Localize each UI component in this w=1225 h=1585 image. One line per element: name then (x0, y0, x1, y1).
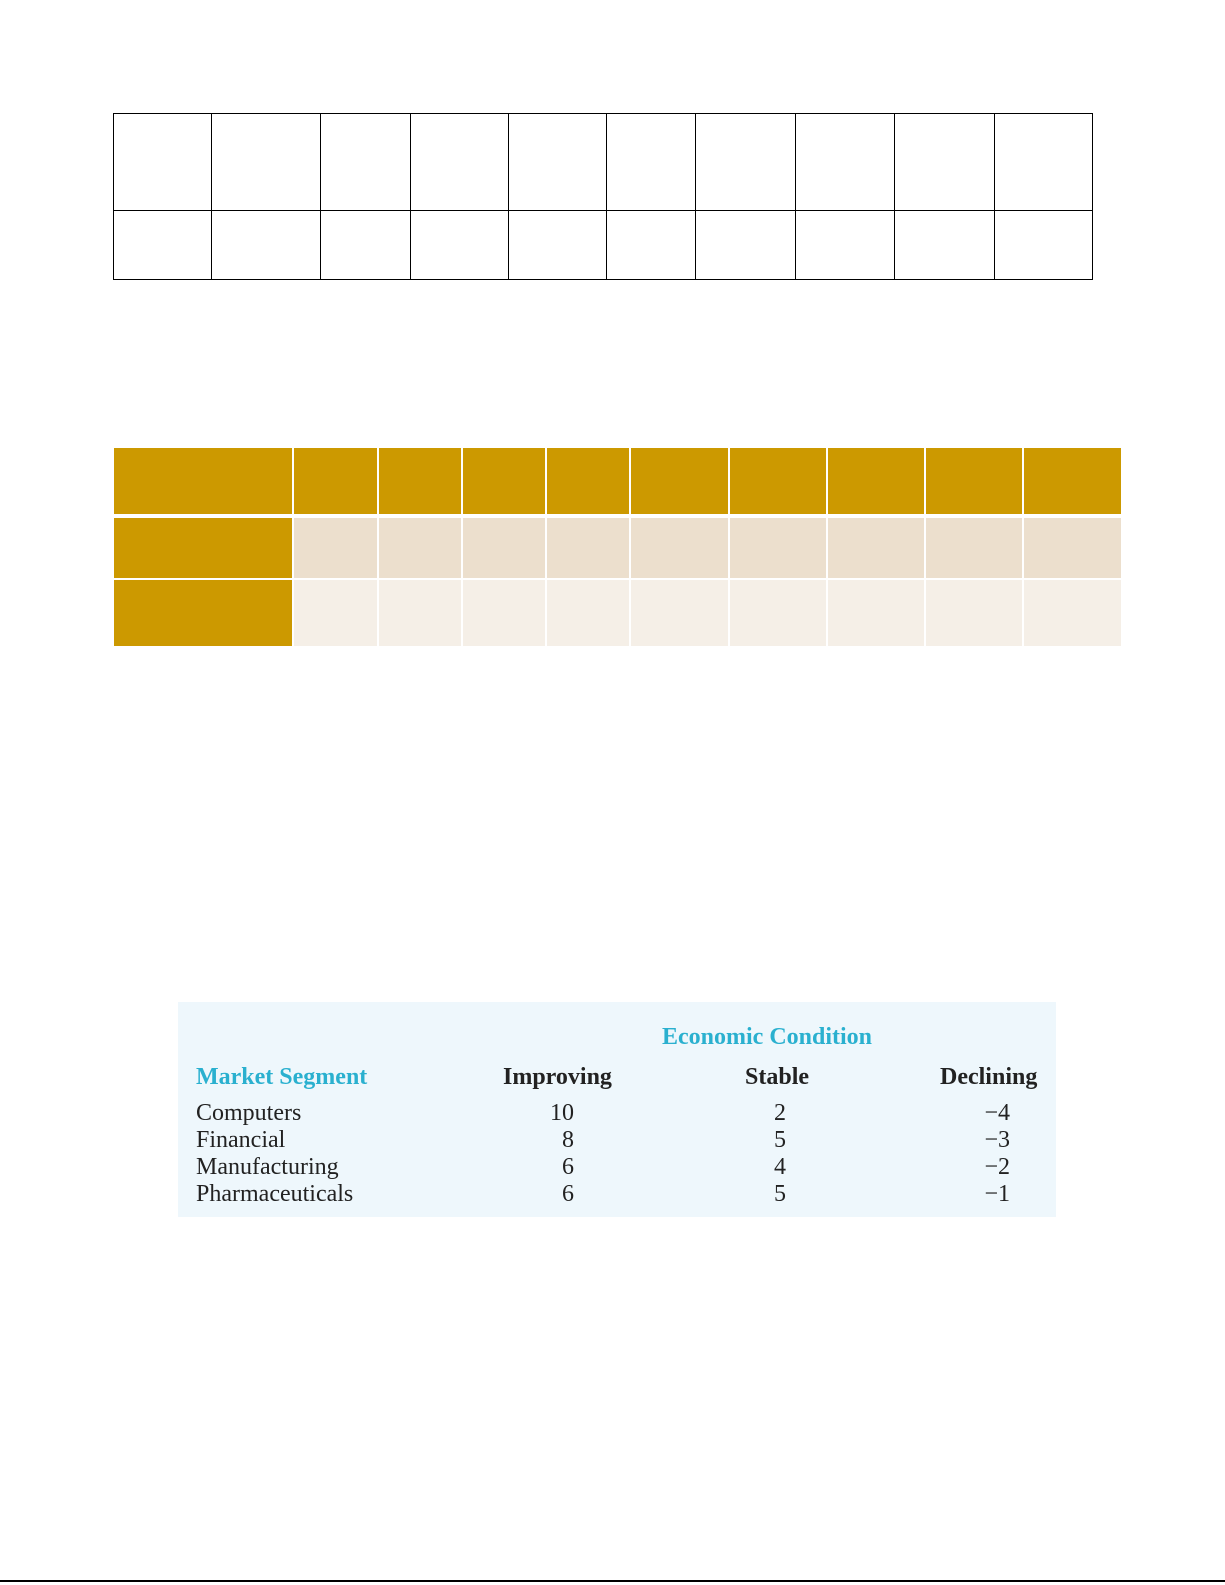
shaded-cell (546, 579, 630, 646)
grid-cell (607, 114, 696, 211)
row-label-financial: Financial (196, 1127, 286, 1153)
table-cell: −4 (984, 1100, 1010, 1126)
shaded-cell (827, 516, 925, 579)
row-label-manufacturing: Manufacturing (196, 1154, 339, 1180)
table-cell: 10 (550, 1100, 574, 1126)
table-cell: −1 (984, 1181, 1010, 1207)
header-cell (1023, 448, 1121, 516)
column-header-declining: Declining (940, 1064, 1038, 1090)
page-bottom-rule (0, 1580, 1225, 1582)
payoff-table (178, 1002, 1056, 1217)
grid-row (114, 114, 1093, 211)
grid-cell (607, 211, 696, 280)
grid-cell (995, 114, 1093, 211)
header-cell (114, 448, 293, 516)
shaded-cell (729, 579, 827, 646)
grid-cell (411, 211, 509, 280)
header-cell (546, 448, 630, 516)
table-cell: −3 (984, 1127, 1010, 1153)
stub-header: Market Segment (196, 1064, 368, 1090)
shaded-cell (462, 516, 546, 579)
table-cell: 6 (562, 1154, 574, 1180)
shaded-cell (1023, 516, 1121, 579)
row-stub-cell (114, 579, 293, 646)
shaded-cell (293, 516, 378, 579)
grid-cell (321, 211, 411, 280)
shaded-cell (925, 579, 1023, 646)
table-cell: 5 (774, 1181, 786, 1207)
shaded-cell (462, 579, 546, 646)
grid-cell (696, 114, 796, 211)
grid-row (114, 211, 1093, 280)
shaded-cell (1023, 579, 1121, 646)
header-cell (925, 448, 1023, 516)
table-cell: 6 (562, 1181, 574, 1207)
shaded-cell (630, 579, 729, 646)
grid-cell (995, 211, 1093, 280)
shaded-cell (925, 516, 1023, 579)
grid-cell (796, 114, 895, 211)
grid-cell (509, 211, 607, 280)
group-header: Economic Condition (662, 1024, 873, 1050)
table-cell: 8 (562, 1127, 574, 1153)
grid-cell (696, 211, 796, 280)
grid-cell (114, 114, 212, 211)
column-header-improving: Improving (503, 1064, 612, 1090)
shaded-grid-table (114, 448, 1121, 646)
table-cell: −2 (984, 1154, 1010, 1180)
grid-cell (509, 114, 607, 211)
grid-cell (212, 114, 321, 211)
empty-grid-table (113, 113, 1093, 280)
table-cell: 4 (774, 1154, 786, 1180)
shaded-header-row (114, 448, 1121, 516)
shaded-cell (630, 516, 729, 579)
header-cell (630, 448, 729, 516)
shaded-cell (546, 516, 630, 579)
grid-cell (895, 211, 995, 280)
grid-cell (114, 211, 212, 280)
shaded-row (114, 516, 1121, 579)
shaded-cell (729, 516, 827, 579)
table-cell: 5 (774, 1127, 786, 1153)
row-label-pharmaceuticals: Pharmaceuticals (196, 1181, 354, 1207)
column-header-stable: Stable (745, 1064, 810, 1090)
shaded-cell (378, 516, 462, 579)
table-cell: 2 (774, 1100, 786, 1126)
header-cell (827, 448, 925, 516)
row-stub-cell (114, 516, 293, 579)
shaded-cell (378, 579, 462, 646)
header-cell (293, 448, 378, 516)
shaded-cell (827, 579, 925, 646)
row-label-computers: Computers (196, 1100, 302, 1126)
shaded-cell (293, 579, 378, 646)
header-cell (729, 448, 827, 516)
grid-cell (212, 211, 321, 280)
grid-cell (895, 114, 995, 211)
grid-cell (411, 114, 509, 211)
shaded-row (114, 579, 1121, 646)
grid-cell (321, 114, 411, 211)
header-cell (378, 448, 462, 516)
header-cell (462, 448, 546, 516)
grid-cell (796, 211, 895, 280)
